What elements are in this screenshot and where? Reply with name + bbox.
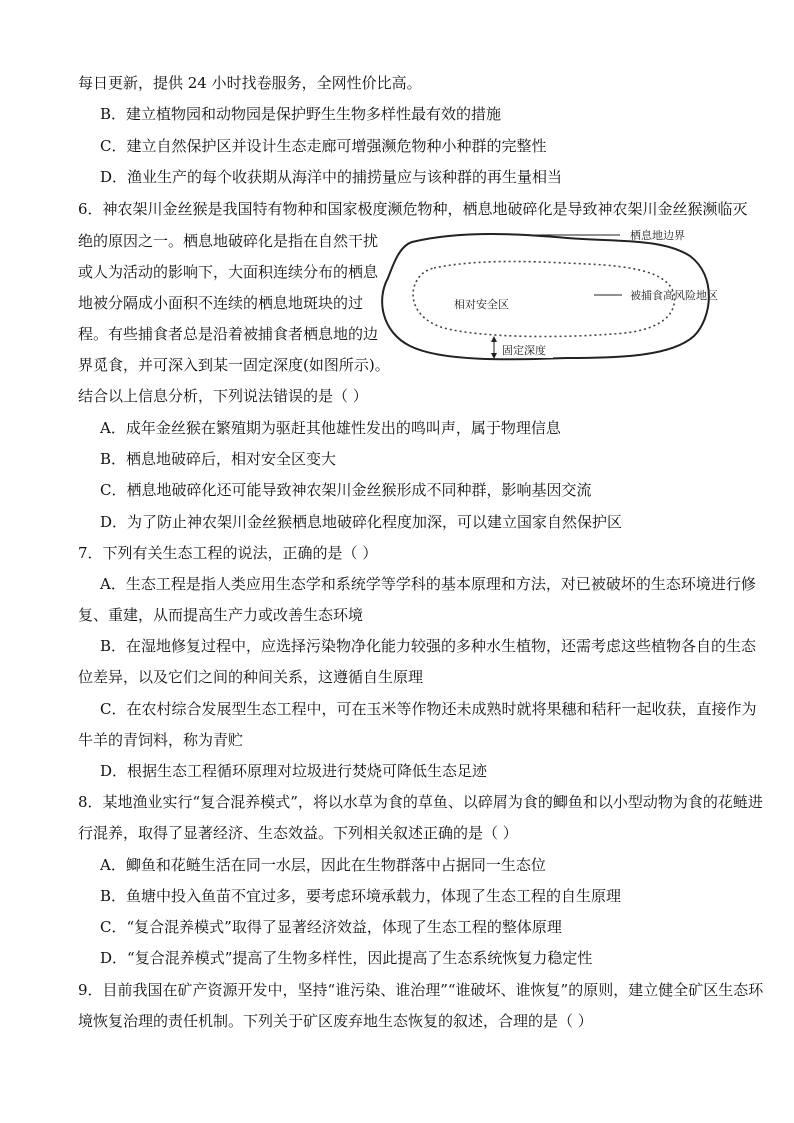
q6-option-c: C．栖息地破碎化还可能导致神农架川金丝猴形成不同种群，影响基因交流: [100, 481, 592, 499]
q7-option-c-line-2: 牛羊的青饲料，称为青贮: [78, 731, 244, 749]
q9-stem-line-2: 境恢复治理的责任机制。下列关于矿区废弃地生态恢复的叙述，合理的是（ ）: [78, 1012, 593, 1030]
q8-option-d: D．“复合混养模式”提高了生物多样性，因此提高了生态系统恢复力稳定性: [100, 949, 593, 967]
q7-option-b-line-2: 位差异，以及它们之间的种间关系，这遵循自生原理: [78, 668, 424, 686]
q6-option-b: B．栖息地破碎后，相对安全区变大: [100, 450, 337, 468]
q8-option-a: A．鲫鱼和花鲢生活在同一水层，因此在生物群落中占据同一生态位: [100, 856, 546, 874]
q5-option-c: C．建立自然保护区并设计生态走廊可增强濒危物种小种群的完整性: [100, 137, 547, 155]
q8-stem-line-1: 8．某地渔业实行“复合混养模式”，将以水草为食的草鱼、以碎屑为食的鲫鱼和以小型动物为食的花鲢进: [78, 793, 763, 811]
q7-option-a-line-2: 复、重建，从而提高生产力或改善生态环境: [78, 606, 364, 624]
q6-stem-line-5: 程。有些捕食者总是沿着被捕食者栖息地的边: [78, 325, 379, 343]
q5-option-b: B．建立植物园和动物园是保护野生生物多样性最有效的措施: [100, 105, 502, 123]
risk-label: 被捕食高风险地区: [630, 289, 718, 302]
q7-stem: 7．下列有关生态工程的说法，正确的是（ ）: [78, 544, 378, 562]
ad-line: 每日更新，提供 24 小时找卷服务，全网性价比高。: [78, 74, 422, 92]
q6-stem-line-4: 地被分隔成小面积不连续的栖息地斑块的过: [78, 294, 364, 312]
q6-stem-line-7: 结合以上信息分析，下列说法错误的是（ ）: [78, 387, 368, 405]
q9-stem-line-1: 9．目前我国在矿产资源开发中，坚持“谁污染、谁治理”“谁破坏、谁恢复”的原则，建立健全矿区生态环: [78, 981, 764, 999]
depth-label: 固定深度: [502, 344, 546, 357]
q8-option-c: C．“复合混养模式”取得了显著经济效益，体现了生态工程的整体原理: [100, 918, 562, 936]
q6-stem-line-6: 界觅食，并可深入到某一固定深度(如图所示)。: [78, 356, 390, 374]
q7-option-a-line-1: A．生态工程是指人类应用生态学和系统学等学科的基本原理和方法，对已被破坏的生态环境进行修: [100, 575, 756, 593]
q8-option-b: B．鱼塘中投入鱼苗不宜过多，要考虑环境承载力，体现了生态工程的自生原理: [100, 887, 622, 905]
q6-stem-line-1: 6．神农架川金丝猴是我国特有物种和国家极度濒危物种，栖息地破碎化是导致神农架川金丝猴濒临灭: [78, 200, 748, 218]
q7-option-c-line-1: C．在农村综合发展型生态工程中，可在玉米等作物还未成熟时就将果穗和秸秆一起收获，直接作为: [100, 700, 757, 718]
q6-stem-line-2: 绝的原因之一。栖息地破碎化是指在自然干扰: [78, 232, 379, 250]
depth-arrow-head-bottom: [491, 353, 497, 359]
q6-stem-line-3: 或人为活动的影响下，大面积连续分布的栖息: [78, 263, 379, 281]
q8-stem-line-2: 行混养，取得了显著经济、生态效益。下列相关叙述正确的是（ ）: [78, 824, 518, 842]
boundary-label: 栖息地边界: [630, 229, 685, 242]
q5-option-d: D．渔业生产的每个收获期从海洋中的捕捞量应与该种群的再生量相当: [100, 168, 563, 186]
q7-option-d: D．根据生态工程循环原理对垃圾进行焚烧可降低生态足迹: [100, 762, 488, 780]
q6-option-a: A．成年金丝猴在繁殖期为驱赶其他雄性发出的鸣叫声，属于物理信息: [100, 419, 561, 437]
safe-zone-label: 相对安全区: [454, 298, 509, 311]
depth-arrow-head-top: [491, 336, 497, 342]
q7-option-b-line-1: B．在湿地修复过程中，应选择污染物净化能力较强的多种水生植物，还需考虑这些植物各自的生态: [100, 637, 757, 655]
habitat-diagram: [372, 228, 762, 373]
q6-option-d: D．为了防止神农架川金丝猴栖息地破碎化程度加深，可以建立国家自然保护区: [100, 513, 623, 531]
